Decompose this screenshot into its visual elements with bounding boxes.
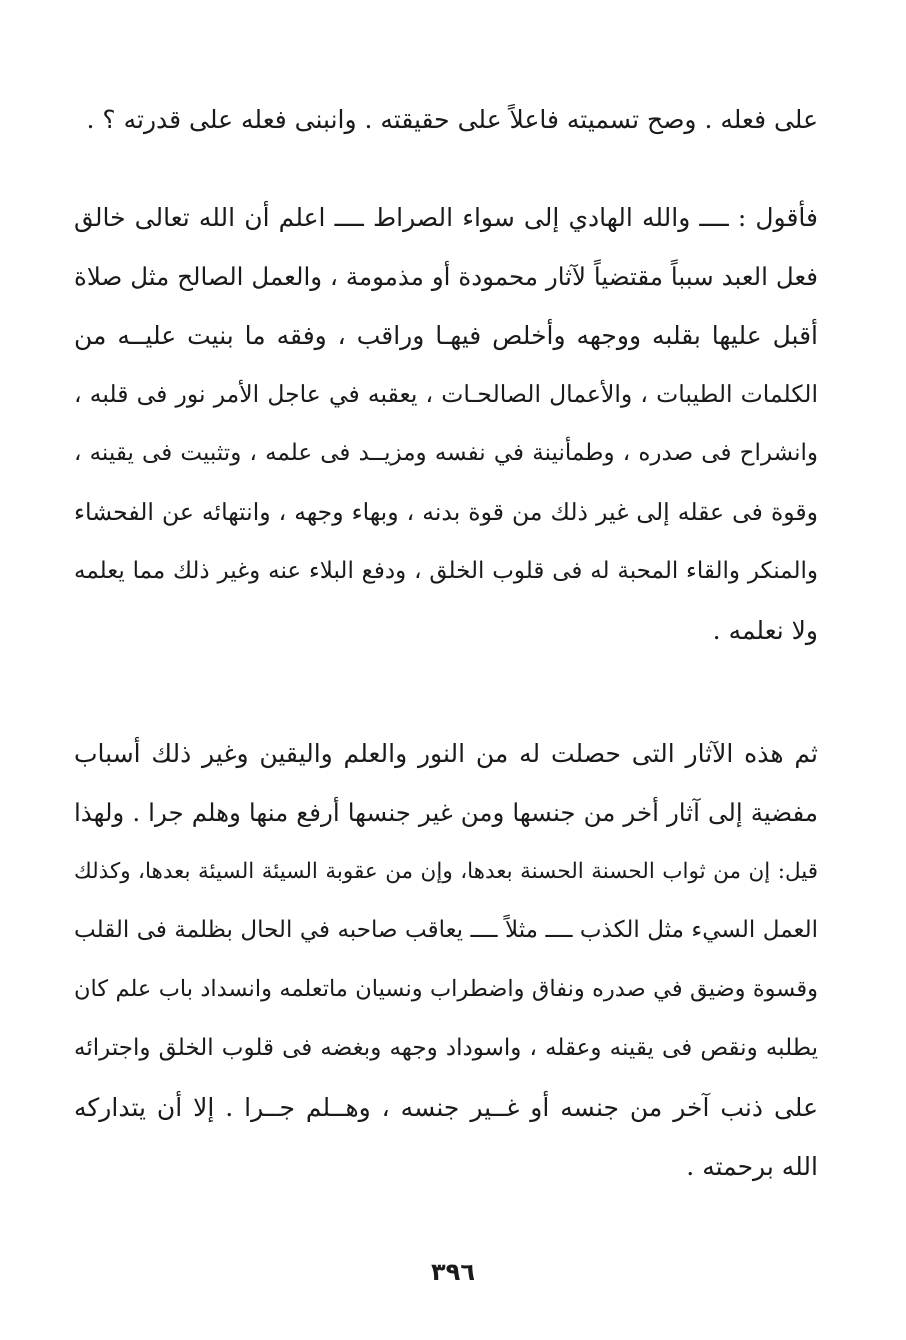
text-line: والمنكر والقاء المحبة له فى قلوب الخلق ، ودفع البلاء عنه وغير ذلك مما يعلمه bbox=[74, 558, 818, 584]
text-line: على ذنب آخر من جنسه أو غــير جنسه ، وهــلم جــرا . إلا أن يتداركه bbox=[74, 1093, 818, 1122]
text-line: يطلبه ونقص فى يقينه وعقله ، واسوداد وجهه وبغضه فى قلوب الخلق واجترائه bbox=[74, 1035, 818, 1061]
text-line: ثم هذه الآثار التى حصلت له من النور والعلم واليقين وغير ذلك أسباب bbox=[74, 739, 818, 768]
text-line: مفضية إلى آثار أخر من جنسها ومن غير جنسها أرفع منها وهلم جرا . ولهذا bbox=[74, 798, 818, 827]
text-line: فأقول : ــــ والله الهادي إلى سواء الصراط ــــ اعلم أن الله تعالى خالق bbox=[74, 203, 818, 232]
text-line: أقبل عليها بقلبه ووجهه وأخلص فيهـا وراقب ، وفقه ما بنيت عليــه من bbox=[74, 321, 818, 350]
text-line: ولا نعلمه . bbox=[712, 616, 818, 645]
page-number: ٣٩٦ bbox=[431, 1258, 475, 1286]
text-line: وقوة فى عقله إلى غير ذلك من قوة بدنه ، وبهاء وجهه ، وانتهائه عن الفحشاء bbox=[74, 498, 818, 526]
text-line: الكلمات الطيبات ، والأعمال الصالحـات ، يعقبه في عاجل الأمر نور فى قلبه ، bbox=[74, 380, 818, 408]
text-line: وانشراح فى صدره ، وطمأنينة في نفسه ومزيــد فى علمه ، وتثبيت فى يقينه ، bbox=[74, 440, 818, 466]
text-line: الله برحمته . bbox=[686, 1152, 818, 1181]
text-line: على فعله . وصح تسميته فاعلاً على حقيقته . وانبنى فعله على قدرته ؟ . bbox=[86, 105, 818, 134]
text-line: وقسوة وضيق في صدره ونفاق واضطراب ونسيان ماتعلمه وانسداد باب علم كان bbox=[74, 976, 818, 1002]
text-line: فعل العبد سبباً مقتضياً لآثار محمودة أو مذمومة ، والعمل الصالح مثل صلاة bbox=[74, 262, 818, 291]
paragraph-consequences bbox=[74, 724, 818, 1196]
paragraph-continuation bbox=[74, 90, 818, 149]
text-line: العمل السيء مثل الكذب ــــ مثلاً ــــ يعاقب صاحبه في الحال بظلمة فى القلب bbox=[74, 917, 818, 943]
text-line: قيل: إن من ثواب الحسنة الحسنة بعدها، وإن من عقوبة السيئة السيئة بعدها، وكذلك bbox=[74, 859, 818, 884]
paragraph-main bbox=[74, 188, 818, 660]
